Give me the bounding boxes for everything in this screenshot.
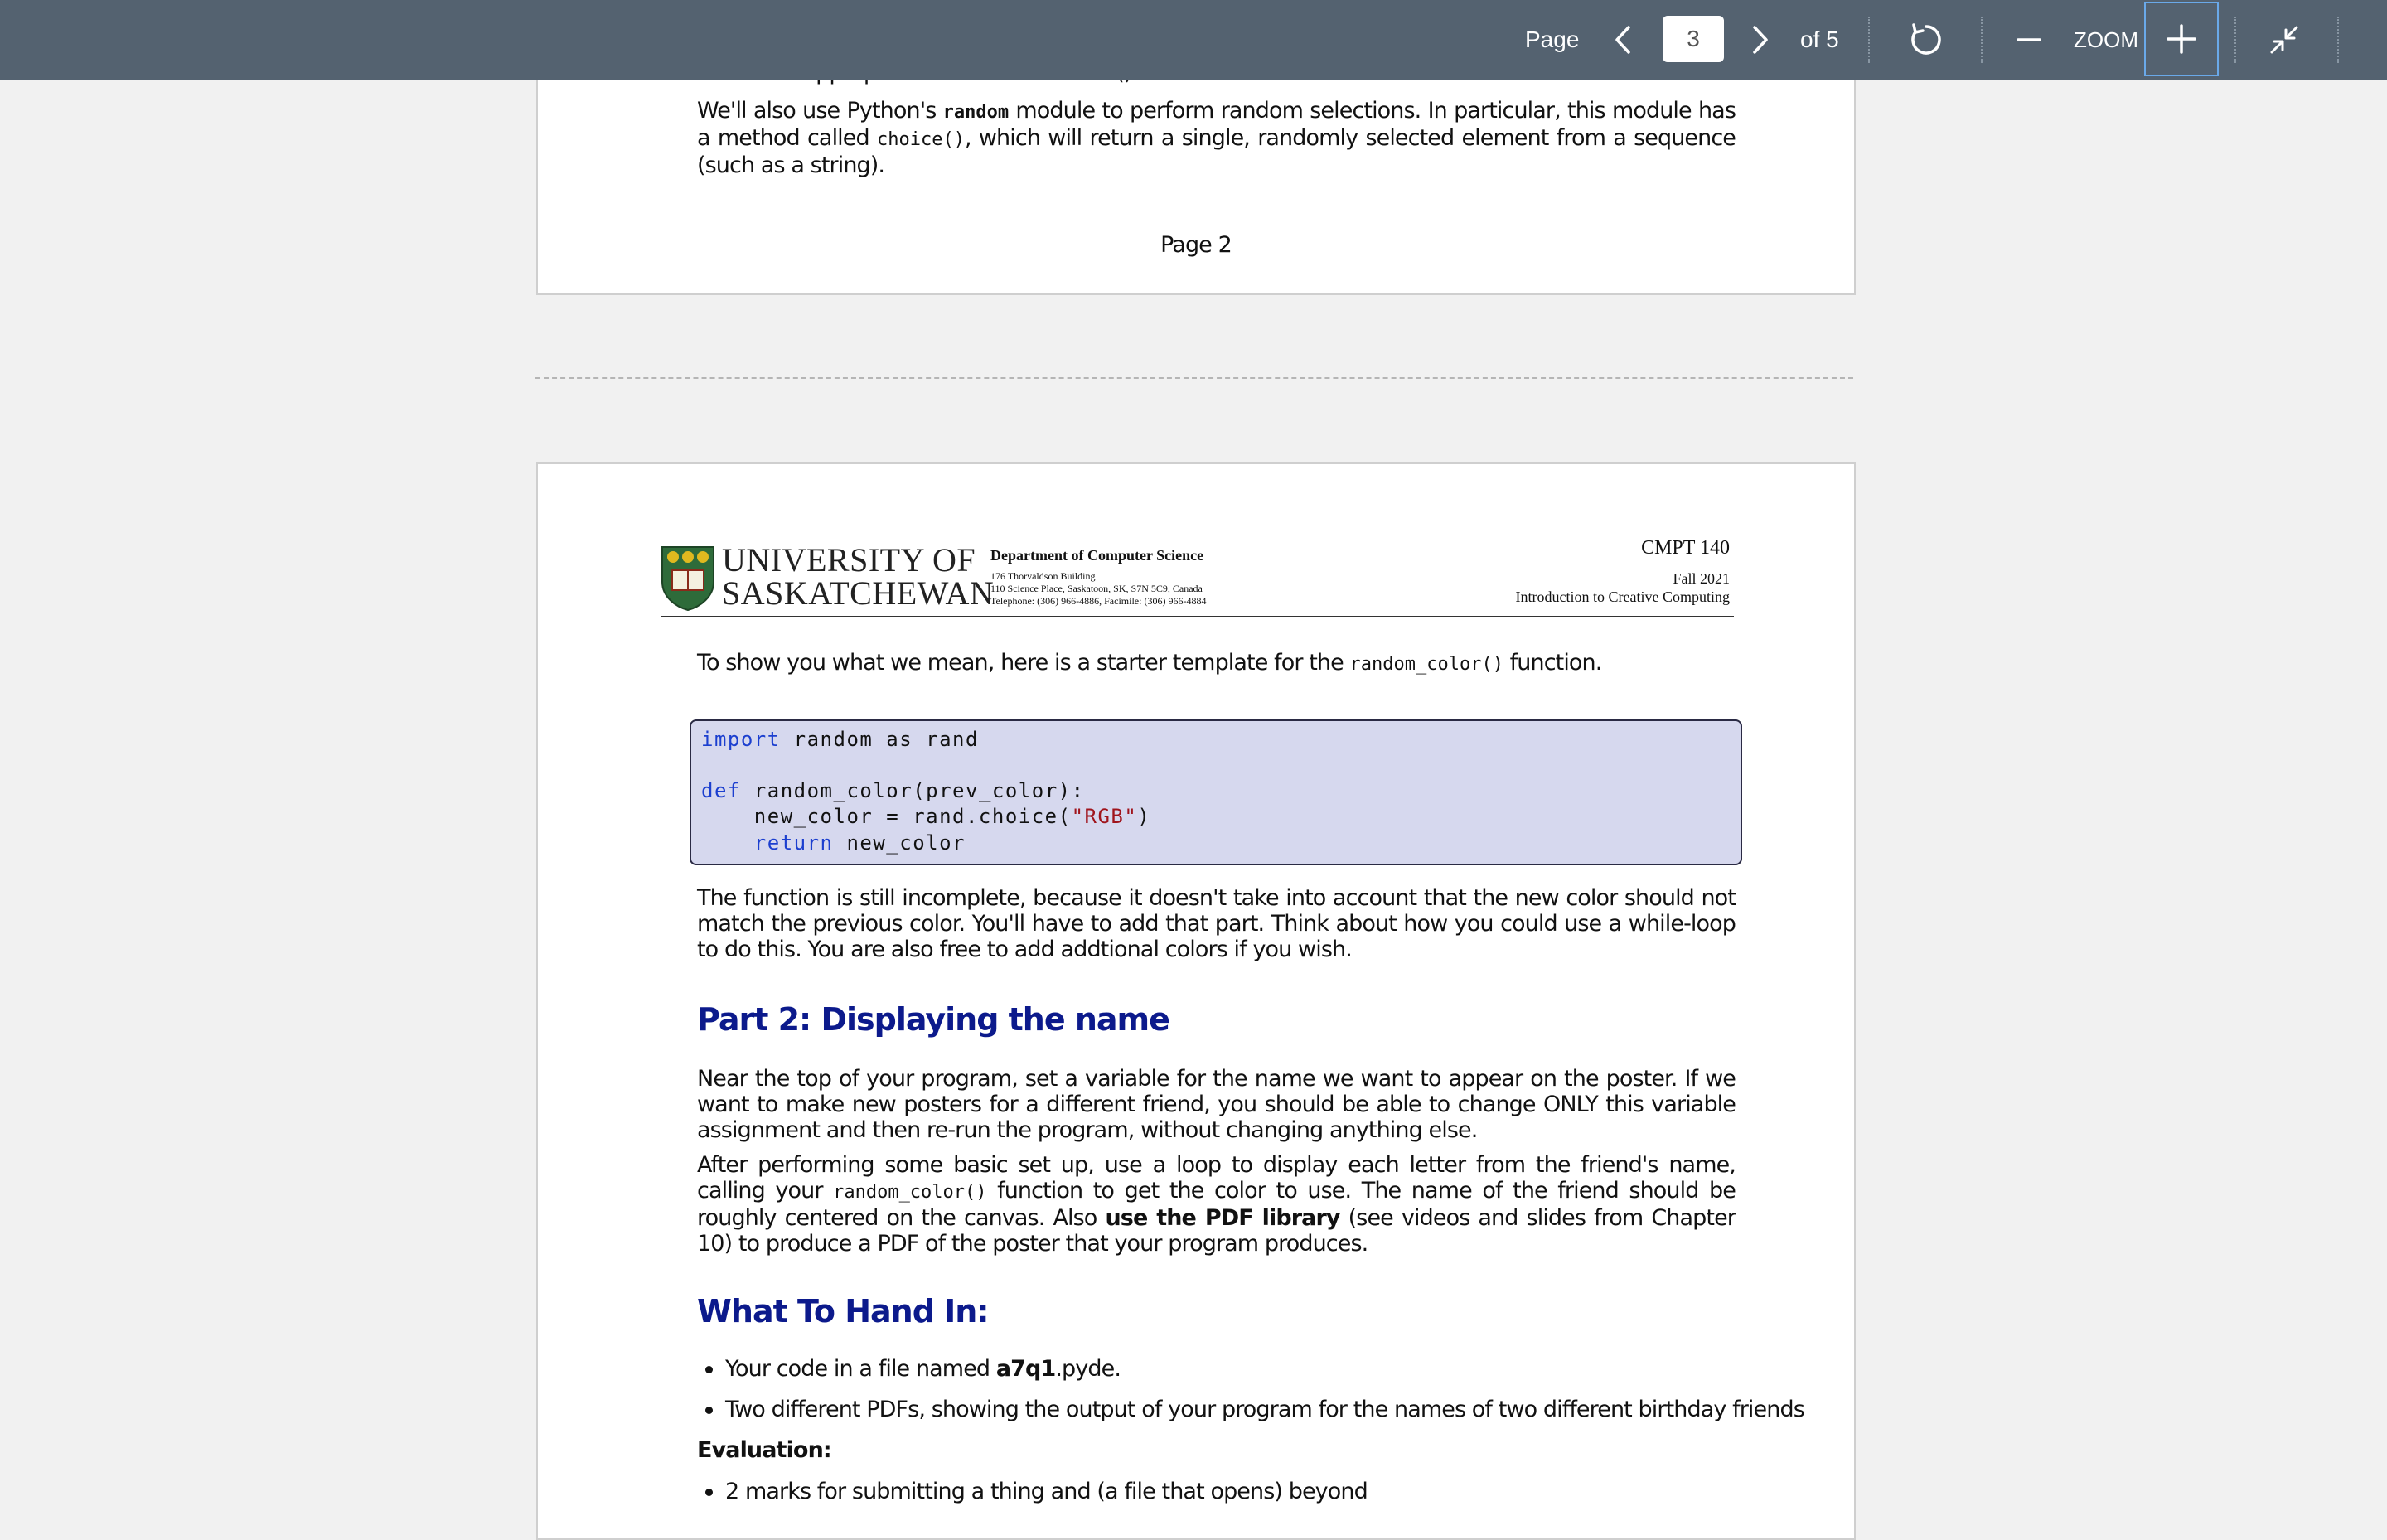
list-item: 2 marks for submitting a thing and (a file that opens) beyond	[725, 1479, 1368, 1504]
exit-fullscreen-button[interactable]	[2268, 23, 2301, 56]
pdf-toolbar	[0, 0, 2387, 80]
hand-in-heading: What To Hand In:	[697, 1293, 989, 1329]
address-line1: 176 Thorvaldson Building	[990, 570, 1096, 582]
part2-heading: Part 2: Displaying the name	[697, 1001, 1169, 1038]
department-name: Department of Computer Science	[990, 547, 1204, 564]
code-line: import random as rand	[701, 728, 979, 751]
toolbar-divider	[2234, 17, 2236, 63]
page-separator	[535, 377, 1853, 379]
rotate-icon	[1909, 22, 1944, 57]
code-line: return new_color	[753, 831, 966, 855]
total-pages: of 5	[1800, 27, 1839, 52]
chevron-right-icon	[1751, 26, 1770, 54]
part2-paragraph-2: After performing some basic set up, use a loop to display each letter from the friend's name, calling your random_color() function to get the color to use. The name of the friend should be roughly centered on the canvas. Also use the PDF library (see videos and slides from Chapter 10) to produce a PDF of the poster that your program produces.	[697, 1152, 1736, 1257]
chevron-left-icon	[1614, 26, 1632, 54]
toolbar-divider	[2337, 17, 2339, 63]
part2-paragraph-1: Near the top of your program, set a variable for the name we want to appear on the poster. If we want to make new posters for a different friend, you should be able to change ONLY this variable assignment and then re-run the program, without changing anything else.	[697, 1066, 1736, 1143]
zoom-in-button[interactable]	[2144, 2, 2219, 76]
header-rule	[661, 616, 1734, 617]
toolbar-divider	[1868, 17, 1870, 63]
previous-page-button[interactable]	[1610, 22, 1636, 58]
collapse-icon	[2269, 25, 2299, 55]
intro-text: To show you what we mean, here is a starter template for the random_color() function.	[697, 650, 1602, 676]
university-shield-logo	[661, 545, 715, 612]
course-title: Introduction to Creative Computing	[1515, 588, 1730, 605]
pdf-page-3	[536, 462, 1856, 1540]
page-number-input[interactable]	[1663, 16, 1724, 62]
plus-icon	[2165, 22, 2198, 56]
page-label: Page	[1525, 27, 1580, 52]
code-block	[690, 719, 1742, 865]
minus-icon	[2017, 27, 2041, 52]
university-name-line2: SASKATCHEWAN	[722, 574, 995, 612]
toolbar-divider	[1981, 17, 1983, 63]
incomplete-function-paragraph: The function is still incomplete, because it doesn't take into account that the new color should not match the previous color. You'll have to add that part. Think about how you could use a while-loop to do this. You are also free to add addtional colors if you wish.	[697, 885, 1736, 962]
address-line3: Telephone: (306) 966-4886, Facimile: (306) 966-4884	[990, 595, 1207, 607]
university-name-line1: UNIVERSITY OF	[722, 541, 976, 579]
zoom-label: ZOOM	[2074, 27, 2138, 52]
course-term: Fall 2021	[1673, 570, 1730, 587]
code-line: def random_color(prev_color):	[701, 779, 1085, 802]
zoom-out-button[interactable]	[2014, 25, 2044, 55]
rotate-button[interactable]	[1906, 20, 1946, 60]
page-footer: Page 2	[1160, 232, 1232, 258]
code-line: new_color = rand.choice("RGB")	[701, 805, 1151, 828]
evaluation-label: Evaluation:	[697, 1437, 831, 1463]
list-item: Your code in a file named a7q1.pyde.	[725, 1356, 1121, 1382]
address-line2: 110 Science Place, Saskatoon, SK, S7N 5C9, Canada	[990, 583, 1203, 594]
course-code: CMPT 140	[1641, 537, 1730, 559]
paragraph-random-module: We'll also use Python's random module to perform random selections. In particular, this module has a method called choice(), which will return a single, randomly selected element from a sequence (such as a string).	[697, 98, 1736, 178]
list-item: Two different PDFs, showing the output of your program for the names of two different birthday friends	[725, 1397, 1736, 1422]
next-page-button[interactable]	[1747, 22, 1774, 58]
